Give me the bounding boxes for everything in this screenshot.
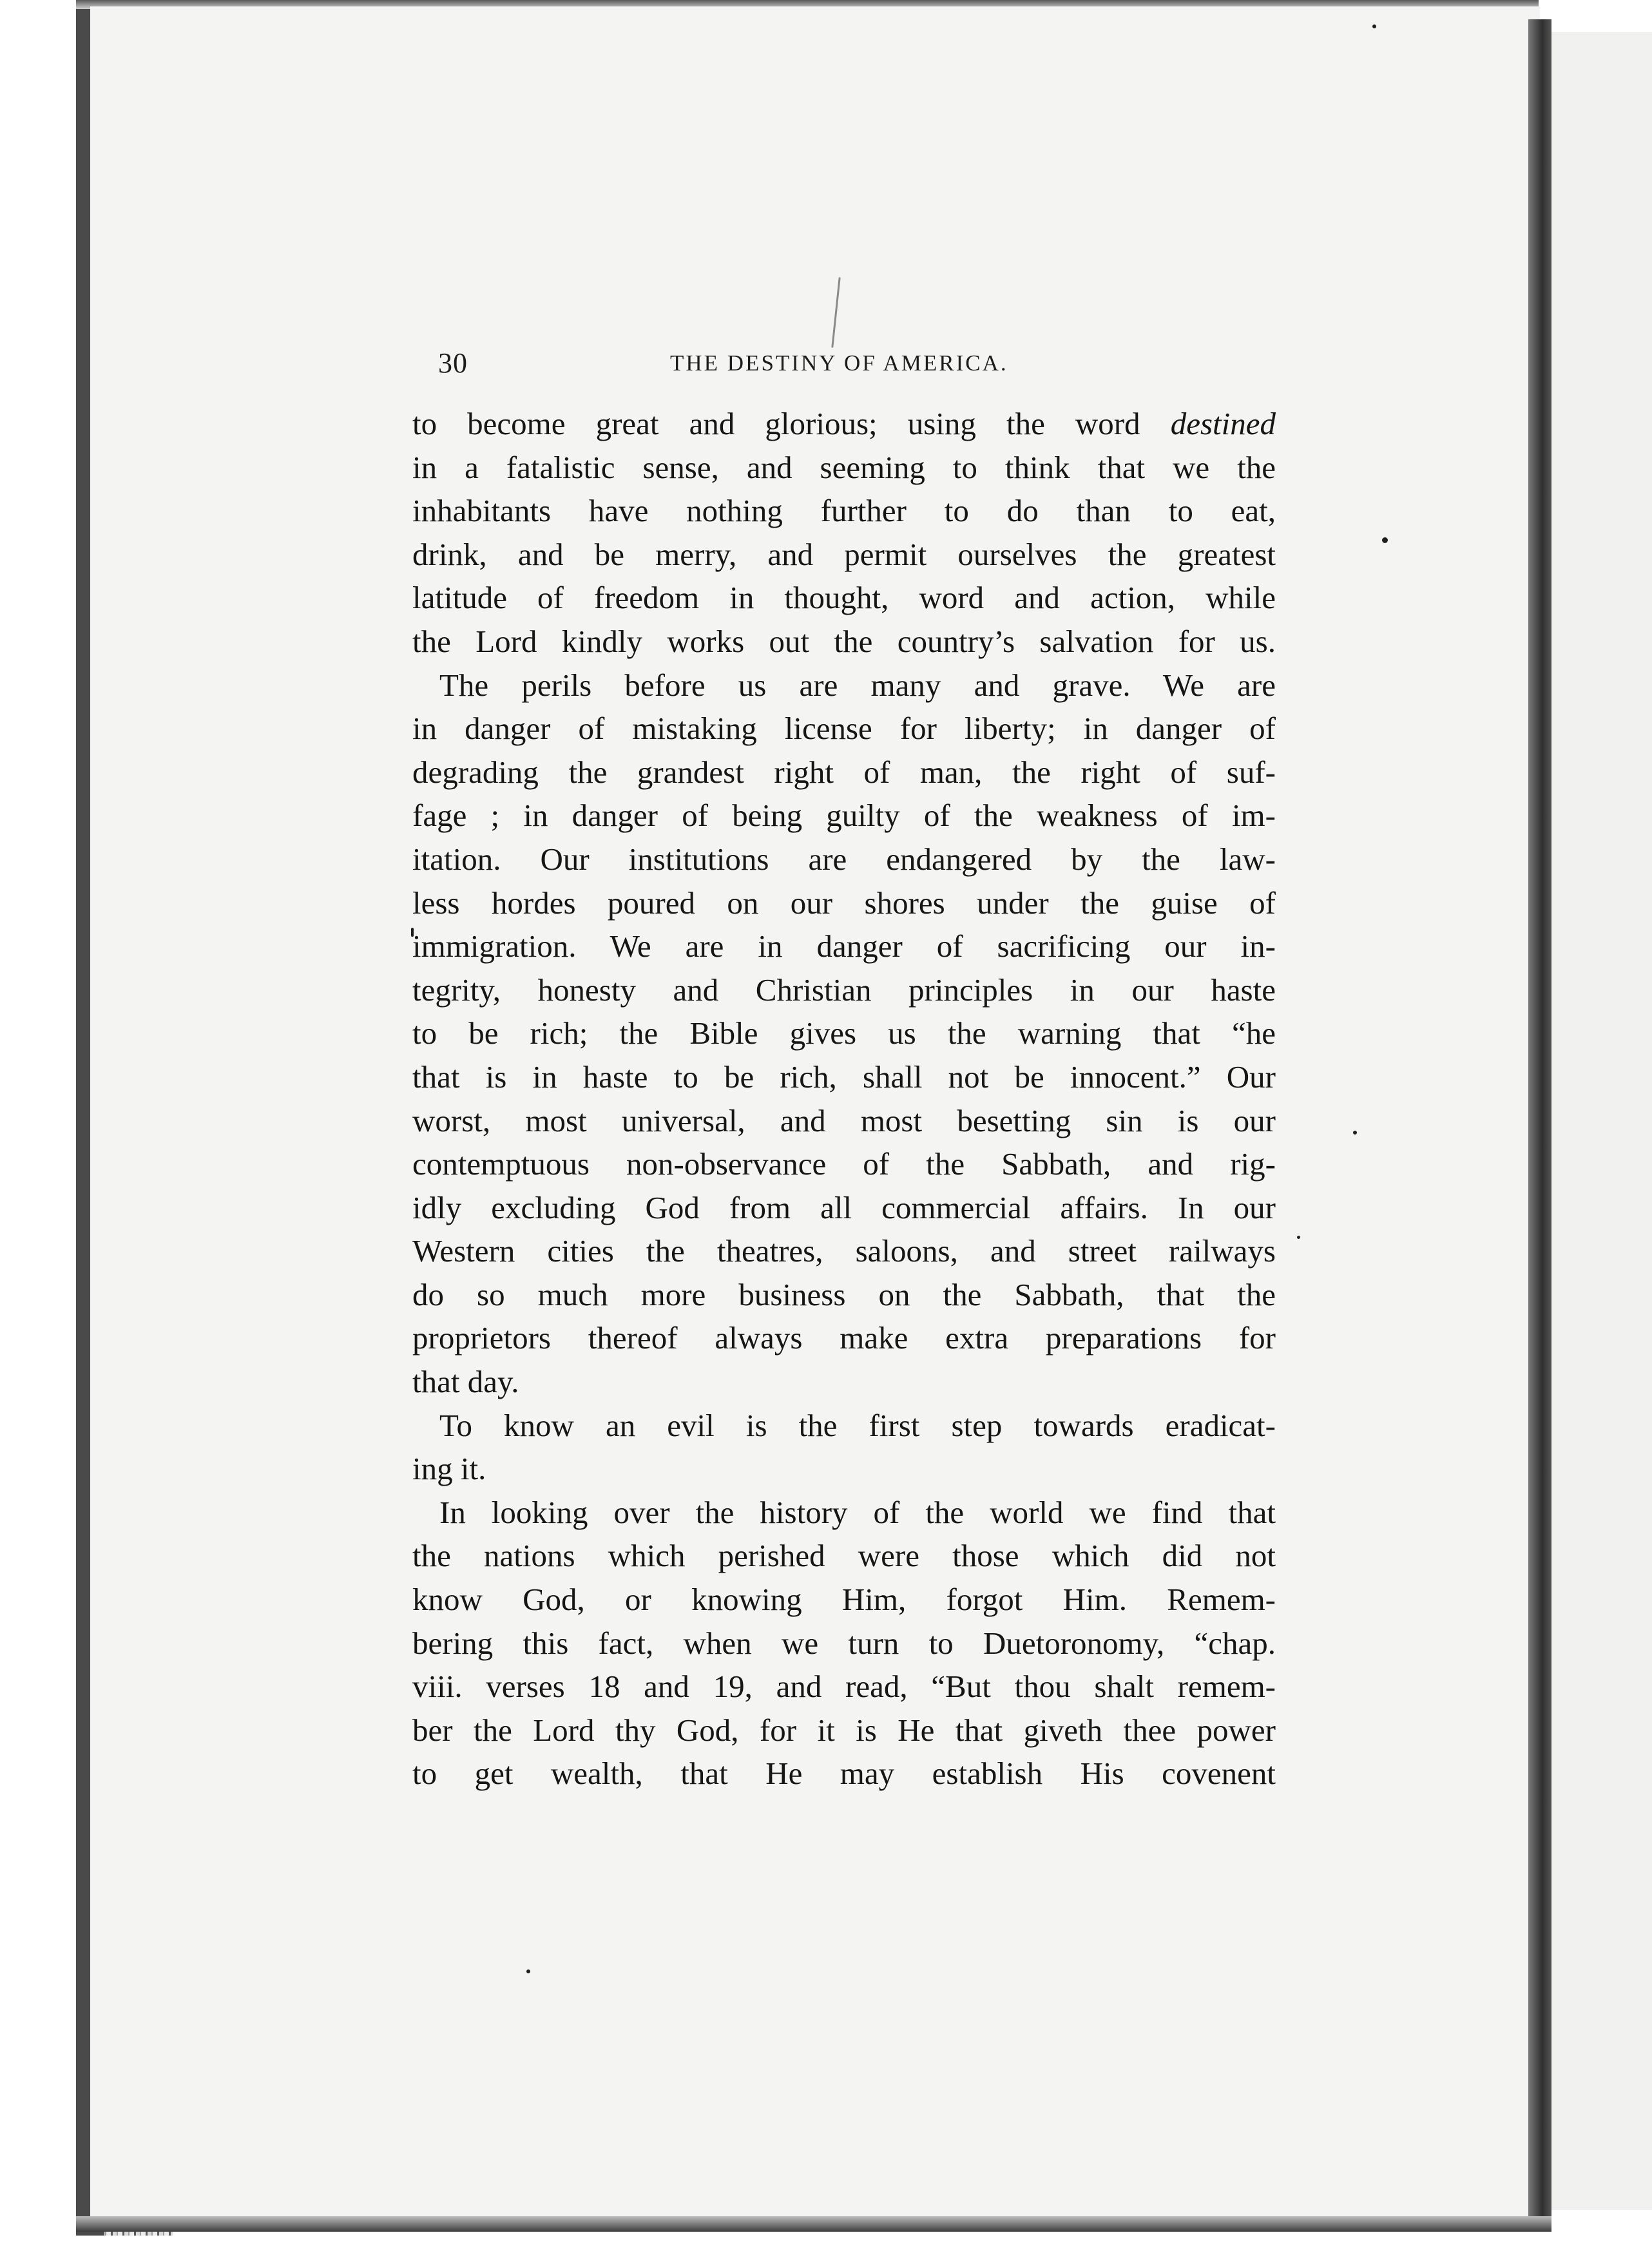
paragraph bbox=[412, 1491, 1276, 1796]
text-line: itation. Our institutions are endangered by the law- bbox=[412, 841, 1276, 877]
text-line: inhabitants have nothing further to do than to eat, bbox=[412, 493, 1276, 529]
text-line: contemptuous non-observance of the Sabbath, and rig- bbox=[412, 1146, 1276, 1182]
text-line: To know an evil is the first step towards eradicat- bbox=[439, 1407, 1276, 1443]
text-line: to be rich; the Bible gives us the warning that “he bbox=[412, 1015, 1276, 1051]
scan-speck bbox=[1372, 24, 1376, 28]
running-head-title: THE DESTINY OF AMERICA. bbox=[670, 350, 1008, 376]
body-text bbox=[412, 402, 1276, 1796]
page-number: 30 bbox=[438, 347, 468, 379]
text-line: viii. verses 18 and 19, and read, “But thou shalt remem- bbox=[412, 1669, 1276, 1705]
text-line: know God, or knowing Him, forgot Him. Remem- bbox=[412, 1582, 1276, 1618]
paragraph bbox=[412, 1404, 1276, 1491]
text-line: immigration. We are in danger of sacrificing our in- bbox=[412, 928, 1276, 964]
text-line: latitude of freedom in thought, word and action, while bbox=[412, 580, 1276, 616]
scan-speck bbox=[1297, 1236, 1300, 1239]
text-line: ber the Lord thy God, for it is He that giveth thee power bbox=[412, 1712, 1276, 1748]
emphasized-word: destined bbox=[1170, 406, 1276, 441]
scan-speck bbox=[1353, 1131, 1357, 1135]
text-line: ing it. bbox=[412, 1451, 486, 1487]
text-line: The perils before us are many and grave. We are bbox=[439, 667, 1276, 703]
text-line: less hordes poured on our shores under the guise of bbox=[412, 885, 1276, 921]
text-line: the Lord kindly works out the country’s salvation for us. bbox=[412, 623, 1276, 659]
text-line: drink, and be merry, and permit ourselves the greatest bbox=[412, 536, 1276, 572]
text-line: do so much more business on the Sabbath, that the bbox=[412, 1276, 1276, 1312]
paragraph bbox=[412, 402, 1276, 664]
text-line: worst, most universal, and most besetting sin is our bbox=[412, 1102, 1276, 1138]
text-line: tegrity, honesty and Christian principles in our haste bbox=[412, 972, 1276, 1008]
text-line: fage ; in danger of being guilty of the weakness of im- bbox=[412, 798, 1276, 834]
text-line: idly excluding God from all commercial affairs. In our bbox=[412, 1189, 1276, 1225]
running-head bbox=[438, 347, 1652, 385]
text-line: degrading the grandest right of man, the right of suf- bbox=[412, 754, 1276, 790]
page-bottom-edge bbox=[76, 2216, 1551, 2232]
text-line: that day. bbox=[412, 1364, 519, 1400]
text-line: bering this fact, when we turn to Duetoronomy, “chap. bbox=[412, 1625, 1276, 1661]
text-line: to become great and glorious; using the word destined bbox=[412, 406, 1276, 441]
text-line: In looking over the history of the world we find that bbox=[439, 1494, 1276, 1530]
scan-speck bbox=[526, 1969, 530, 1973]
paragraph bbox=[412, 664, 1276, 1404]
text-line: in a fatalistic sense, and seeming to think that we the bbox=[412, 449, 1276, 485]
text-line: to get wealth, that He may establish His covenent bbox=[412, 1756, 1276, 1792]
text-line: proprietors thereof always make extra preparations for bbox=[412, 1320, 1276, 1356]
text-line: the nations which perished were those which did not bbox=[412, 1538, 1276, 1574]
text-line: Western cities the theatres, saloons, and street railways bbox=[412, 1233, 1276, 1269]
scan-speck bbox=[1382, 537, 1388, 543]
text-line: in danger of mistaking license for liberty; in danger of bbox=[412, 711, 1276, 747]
text-line: that is in haste to be rich, shall not be innocent.” Our bbox=[412, 1059, 1276, 1095]
